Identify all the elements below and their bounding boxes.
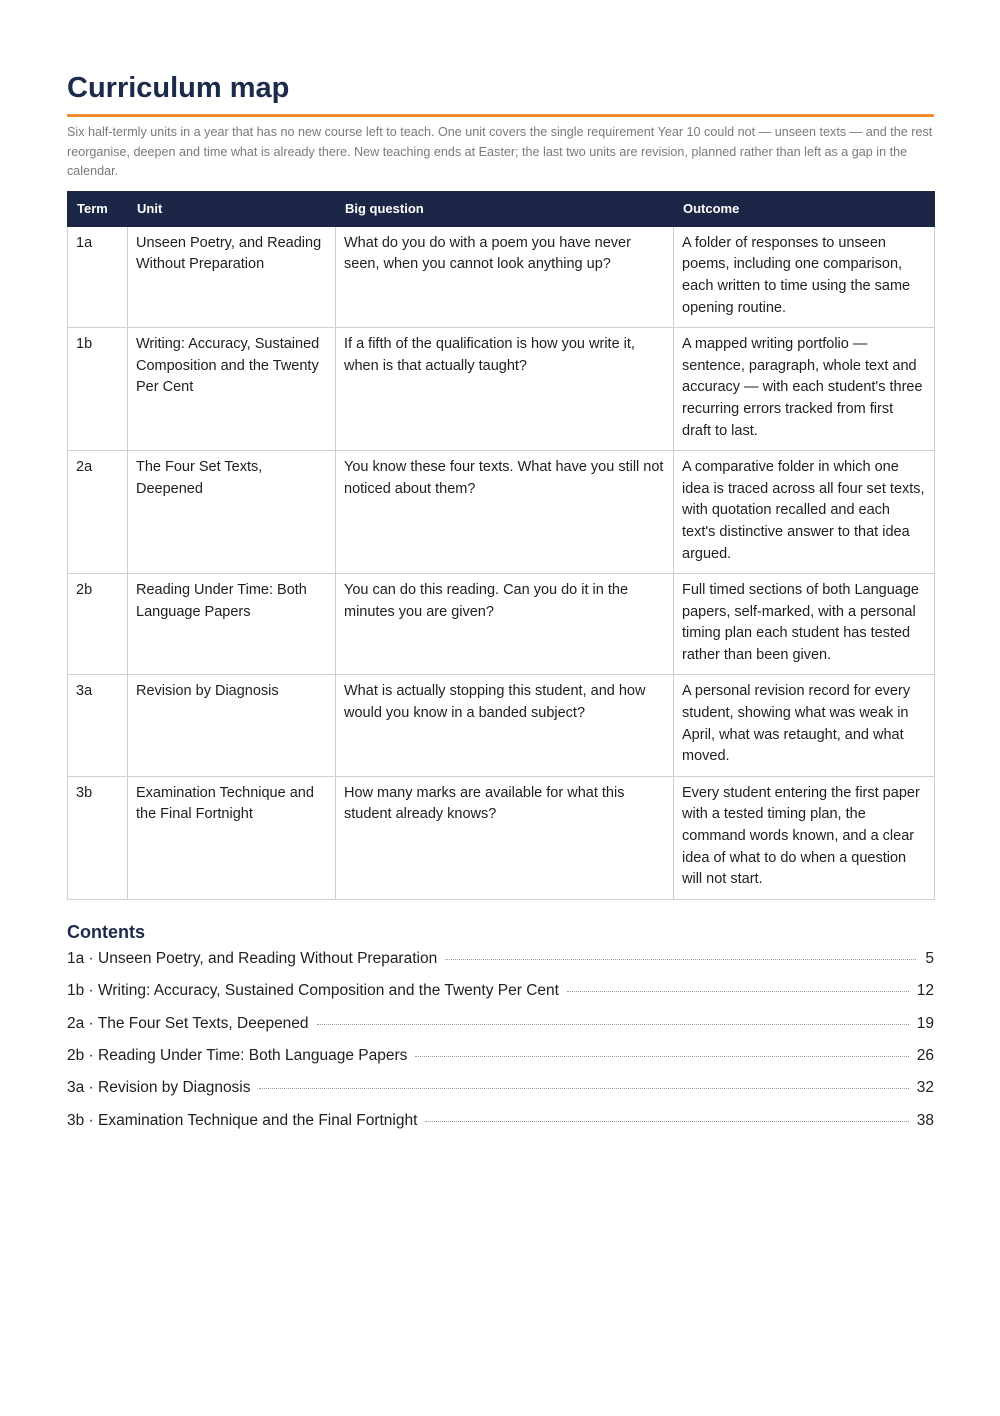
table-row [68,675,935,776]
outcome-cell: Every student entering the first paper with a tested timing plan, the command words known, and a clear idea of what to do when a question will not start. [674,776,935,899]
contents-entry[interactable] [67,1047,934,1079]
contents-entry[interactable] [67,1079,934,1111]
column-header-term: Term [68,191,128,226]
contents-entry[interactable] [67,982,934,1014]
contents-entry-label: 2a · The Four Set Texts, Deepened [67,1014,309,1032]
contents-entry[interactable] [67,950,934,982]
table-row [68,328,935,451]
document-page [67,0,934,1144]
question-cell: You know these four texts. What have you still not noticed about them? [336,451,674,574]
contents-entry-label: 3a · Revision by Diagnosis [67,1079,251,1097]
contents-entry-page: 38 [916,1111,934,1129]
contents-list [67,950,934,1144]
contents-entry-label: 2b · Reading Under Time: Both Language Papers [67,1046,408,1064]
question-cell: If a fifth of the qualification is how you write it, when is that actually taught? [336,328,674,451]
term-cell: 1b [68,328,128,451]
leader-dots [317,1024,909,1025]
contents-heading: Contents [67,921,145,942]
question-cell: How many marks are available for what this student already knows? [336,776,674,899]
column-header-outcome: Outcome [674,191,935,226]
question-cell: You can do this reading. Can you do it in the minutes you are given? [336,574,674,675]
page-title: Curriculum map [67,72,290,104]
question-cell: What do you do with a poem you have never seen, when you cannot look anything up? [336,226,674,327]
column-header-unit: Unit [128,191,336,226]
contents-entry-page: 19 [916,1014,934,1032]
table-header-row [68,191,935,226]
intro-paragraph: Six half-termly units in a year that has no new course left to teach. One unit covers the single requirement Year 10 could not — unseen texts — and the rest reorganise, deepen and time what is already there. New teaching ends at Easter; the last two units are revision, planned rather than left as a gap in the calendar. [67,125,933,179]
outcome-cell: A personal revision record for every student, showing what was weak in April, what was retaught, and what moved. [674,675,935,776]
outcome-cell: A folder of responses to unseen poems, including one comparison, each written to time using the same opening routine. [674,226,935,327]
contents-entry-page: 32 [916,1079,934,1097]
contents-entry[interactable] [67,1112,934,1144]
unit-cell: Writing: Accuracy, Sustained Composition and the Twenty Per Cent [128,328,336,451]
column-header-big-question: Big question [336,191,674,226]
term-cell: 3a [68,675,128,776]
outcome-cell: A comparative folder in which one idea is traced across all four set texts, with quotation recalled and each text's distinctive answer to that idea argued. [674,451,935,574]
table-row [68,574,935,675]
leader-dots [445,959,916,960]
leader-dots [425,1121,908,1122]
curriculum-table [67,191,935,900]
table-row [68,451,935,574]
table-row [68,776,935,899]
unit-cell: Revision by Diagnosis [128,675,336,776]
leader-dots [259,1088,909,1089]
title-underline [67,114,934,117]
outcome-cell: A mapped writing portfolio — sentence, paragraph, whole text and accuracy — with each student's three recurring errors tracked from first draft to last. [674,328,935,451]
term-cell: 2a [68,451,128,574]
unit-cell: Examination Technique and the Final Fortnight [128,776,336,899]
contents-entry[interactable] [67,1015,934,1047]
table-row [68,226,935,327]
contents-entry-label: 3b · Examination Technique and the Final Fortnight [67,1111,418,1129]
term-cell: 1a [68,226,128,327]
question-cell: What is actually stopping this student, and how would you know in a banded subject? [336,675,674,776]
leader-dots [567,991,909,992]
contents-entry-page: 26 [916,1046,934,1064]
contents-entry-label: 1a · Unseen Poetry, and Reading Without Preparation [67,949,438,967]
outcome-cell: Full timed sections of both Language papers, self-marked, with a personal timing plan each student has tested rather than been given. [674,574,935,675]
contents-entry-page: 12 [916,982,934,1000]
contents-entry-label: 1b · Writing: Accuracy, Sustained Composition and the Twenty Per Cent [67,982,559,1000]
term-cell: 2b [68,574,128,675]
term-cell: 3b [68,776,128,899]
unit-cell: The Four Set Texts, Deepened [128,451,336,574]
leader-dots [415,1056,908,1057]
unit-cell: Reading Under Time: Both Language Papers [128,574,336,675]
unit-cell: Unseen Poetry, and Reading Without Preparation [128,226,336,327]
contents-entry-page: 5 [925,949,934,967]
